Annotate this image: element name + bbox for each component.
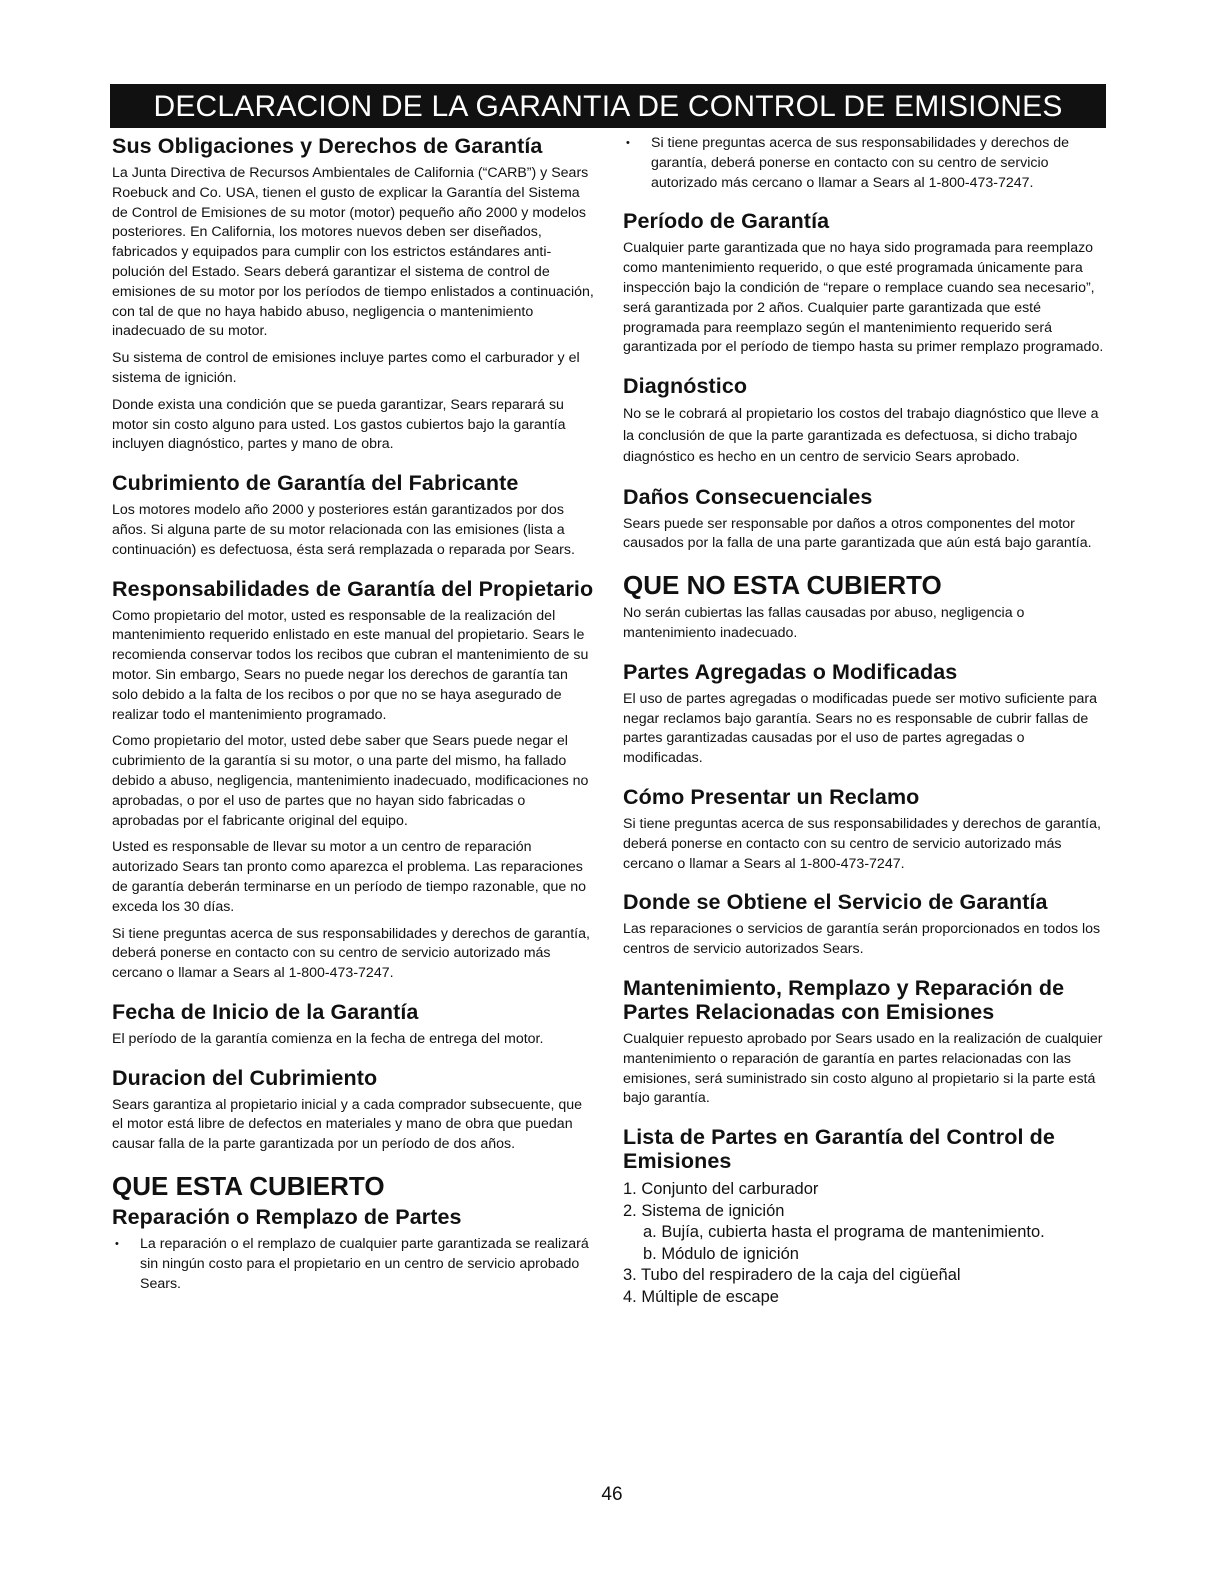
bullet-list — [623, 134, 1106, 193]
heading-mantenimiento: Mantenimiento, Remplazo y Reparación de Partes Relacionadas con Emisiones — [623, 976, 1065, 1025]
heading-donde: Donde se Obtiene el Servicio de Garantía — [623, 890, 1048, 915]
section-reclamo — [623, 785, 1106, 874]
paragraph: Usted es responsable de llevar su motor a un centro de reparación autorizado Sears tan pronto como aparezca el problema. Las reparaciones de garantía deberán terminarse en un período de tiempo razonable, que no exceda los 30 días. — [112, 839, 587, 915]
section-reparacion — [112, 1205, 594, 1294]
heading-lista: Lista de Partes en Garantía del Control de Emisiones — [623, 1125, 1055, 1174]
paragraph: Cualquier parte garantizada que no haya sido programada para reemplazo como mantenimiento requerido, o que esté programada únicamente para inspección bajo la condición de “repare o remplace cuando sea necesario”, será garantizada por 2 años. Cualquier parte garantizada que esté programada para reemplazo según el mantenimiento requerido será garantizada por el período de tiempo hasta su primer remplazo programado. — [623, 240, 1104, 356]
heading-reclamo: Cómo Presentar un Reclamo — [623, 785, 920, 810]
list-item: • Si tiene preguntas acerca de sus responsabilidades y derechos de garantía, deberá ponerse en contacto con su centro de servicio autorizado más cercano o llamar a Sears al 1-800-473-7247. — [623, 134, 1106, 193]
list-item: 3. Tubo del respiradero de la caja del cigüeñal — [623, 1266, 961, 1285]
list-item: 4. Múltiple de escape — [623, 1287, 779, 1306]
heading-partes-agregadas: Partes Agregadas o Modificadas — [623, 659, 958, 684]
section-cubrimiento — [112, 471, 594, 560]
heading-que-esta-cubierto: QUE ESTA CUBIERTO — [112, 1171, 385, 1202]
heading-diagnostico: Diagnóstico — [623, 374, 748, 399]
paragraph: El período de la garantía comienza en la fecha de entrega del motor. — [112, 1030, 544, 1047]
heading-cubrimiento: Cubrimiento de Garantía del Fabricante — [112, 471, 519, 496]
page-number: 46 — [601, 1484, 623, 1505]
paragraph: Sears puede ser responsable por daños a otros componentes del motor causados por la falla de una parte garantizada que aún está bajo garantía. — [623, 515, 1092, 552]
section-duracion — [112, 1066, 594, 1155]
section-danos — [623, 485, 1106, 555]
paragraph: Si tiene preguntas acerca de sus responsabilidades y derechos de garantía, deberá ponerse en contacto con su centro de servicio autorizado más cercano o llamar a Sears al 1-800-473-7247. — [623, 816, 1101, 872]
section-partes-agregadas — [623, 660, 1106, 769]
list-item: a. Bujía, cubierta hasta el programa de mantenimiento. — [643, 1223, 1045, 1242]
heading-reparacion: Reparación o Remplazo de Partes — [112, 1205, 462, 1230]
heading-que-no-esta-cubierto: QUE NO ESTA CUBIERTO — [623, 570, 942, 601]
paragraph: La Junta Directiva de Recursos Ambientales de California (“CARB”) y Sears Roebuck and Co. USA, tienen el gusto de explicar la Garantía del Sistema de Control de Emisiones de su motor (motor) pequeño año 2000 y modelos posteriores. En California, los motores nuevos deben ser diseñados, fabricados y equipados para cumplir con los estrictos estándares anti-polución del Estado. Sears deberá garantizar el sistema de control de emisiones de su motor por los períodos de tiempo enlistados a continuación, con tal de que no haya habido abuso, negligencia o mantenimiento inadecuado de su motor. — [112, 165, 594, 340]
list-item: 1. Conjunto del carburador — [623, 1180, 819, 1199]
paragraph: Como propietario del motor, usted debe saber que Sears puede negar el cubrimiento de la garantía si su motor, o una parte del mismo, ha fallado debido a abuso, negligencia, mantenimiento inadecuado, modificaciones no aprobadas, o por el uso de partes que no hayan sido fabricadas o aprobadas por el fabricante original del equipo. — [112, 733, 589, 829]
paragraph: No serán cubiertas las fallas causadas por abuso, negligencia o mantenimiento inadecuado. — [623, 605, 1025, 642]
page-banner: DECLARACION DE LA GARANTIA DE CONTROL DE EMISIONES — [110, 84, 1106, 128]
parts-list — [623, 1179, 1106, 1308]
heading-periodo: Período de Garantía — [623, 209, 830, 234]
section-obligaciones — [112, 134, 594, 455]
section-responsabilidades — [112, 577, 594, 984]
right-column — [623, 134, 1106, 1324]
heading-responsabilidades: Responsabilidades de Garantía del Propietario — [112, 576, 594, 601]
paragraph: Los motores modelo año 2000 y posteriores están garantizados por dos años. Si alguna parte de su motor relacionada con las emisiones (lista a continuación) es defectuosa, ésta será remplazada o reparada por Sears. — [112, 502, 575, 558]
section-periodo — [623, 209, 1106, 358]
section-lista — [623, 1125, 1106, 1308]
paragraph: Si tiene preguntas acerca de sus responsabilidades y derechos de garantía, deberá ponerse en contacto con su centro de servicio autorizado más cercano o llamar a Sears al 1-800-473-7247. — [112, 925, 590, 982]
section-fecha — [112, 1000, 594, 1050]
heading-danos: Daños Consecuenciales — [623, 484, 873, 509]
section-bullet-top — [623, 134, 1106, 193]
section-que-no-esta — [623, 570, 1106, 644]
heading-fecha: Fecha de Inicio de la Garantía — [112, 999, 419, 1024]
section-mantenimiento — [623, 976, 1106, 1109]
paragraph: Sears garantiza al propietario inicial y a cada comprador subsecuente, que el motor está libre de defectos en materiales y mano de obra que puedan causar falla de la parte garantizada por un período de dos años. — [112, 1096, 583, 1153]
section-donde — [623, 890, 1106, 960]
paragraph: El uso de partes agregadas o modificadas puede ser motivo suficiente para negar reclamos bajo garantía. Sears no es responsable de cubrir fallas de partes garantizadas causadas por el uso de partes agregadas o modificadas. — [623, 690, 1097, 767]
paragraph: Como propietario del motor, usted es responsable de la realización del mantenimiento requerido enlistado en este manual del propietario. Sears le recomienda conservar todos los recibos que cubran el mantenimiento de su motor. Sin embargo, Sears no puede negar los derechos de garantía tan solo debido a la falta de los recibos o por que no se haya asegurado de realizar todo el mantenimiento programado. — [112, 607, 589, 723]
heading-obligaciones: Sus Obligaciones y Derechos de Garantía — [112, 134, 543, 158]
list-item: 2. Sistema de ignición — [623, 1201, 785, 1220]
list-item: • La reparación o el remplazo de cualquier parte garantizada se realizará sin ningún costo para el propietario en un centro de servicio aprobado Sears. — [112, 1235, 594, 1294]
paragraph: Su sistema de control de emisiones incluye partes como el carburador y el sistema de ignición. — [112, 350, 580, 386]
paragraph: Donde exista una condición que se pueda garantizar, Sears reparará su motor sin costo alguno para usted. Los gastos cubiertos bajo la garantía incluyen diagnóstico, partes y mano de obra. — [112, 396, 566, 453]
bullet-list — [112, 1235, 594, 1294]
paragraph: Las reparaciones o servicios de garantía serán proporcionados en todos los centros de servicio autorizados Sears. — [623, 921, 1101, 958]
list-item: b. Módulo de ignición — [643, 1244, 799, 1263]
section-diagnostico — [623, 374, 1106, 469]
heading-duracion: Duracion del Cubrimiento — [112, 1065, 378, 1090]
paragraph: Cualquier repuesto aprobado por Sears usado en la realización de cualquier mantenimiento o reparación de garantía en partes relacionadas con las emisiones, será suministrado sin costo alguno al propietario si la parte está bajo garantía. — [623, 1031, 1103, 1107]
left-column — [112, 134, 594, 1310]
paragraph: No se le cobrará al propietario los costos del trabajo diagnóstico que lleve a la conclusión de que la parte garantizada es defectuosa, si dicho trabajo diagnóstico es hecho en un centro de servicio Sears aprobado. — [623, 406, 1099, 466]
